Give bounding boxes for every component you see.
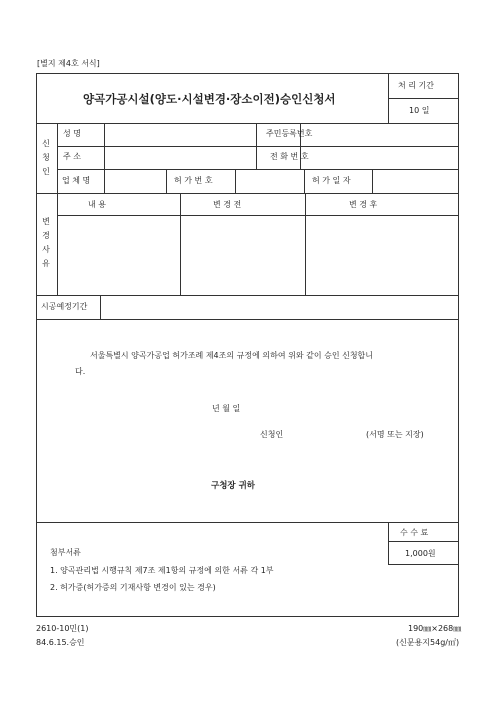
name-label: 성 명 bbox=[63, 129, 81, 138]
phone-label: 전 화 번 호 bbox=[270, 152, 309, 161]
form-label: [별지 제4호 서식] bbox=[37, 59, 100, 68]
address-label: 주 소 bbox=[63, 152, 81, 161]
change-after-field[interactable] bbox=[306, 216, 458, 294]
print-code: 2610-10민(1) bbox=[36, 624, 89, 633]
col-content-header: 내 용 bbox=[88, 200, 106, 209]
application-date: 년 월 일 bbox=[212, 404, 241, 413]
address-field[interactable] bbox=[105, 147, 255, 168]
form-title: 양곡가공시설(양도·시설변경·장소이전)승인신청서 bbox=[83, 92, 336, 106]
processing-period-label: 처 리 기간 bbox=[398, 81, 434, 90]
paper-spec: (신문용지54g/㎡) bbox=[396, 638, 460, 647]
fee-label: 수 수 료 bbox=[400, 528, 429, 537]
phone-field[interactable] bbox=[301, 147, 458, 168]
fee-value: 1,000원 bbox=[405, 549, 436, 558]
recipient: 구청장 귀하 bbox=[211, 481, 256, 491]
statement-text: 서울특별시 양곡가공업 허가조례 제4조의 규정에 의하여 위와 같이 승인 신청합니 bbox=[90, 351, 373, 360]
change-reason-section-label: 변경사유 bbox=[42, 217, 50, 268]
business-name-label: 업 체 명 bbox=[62, 176, 91, 185]
schedule-label: 시공예정기간 bbox=[41, 302, 88, 311]
change-content-field[interactable] bbox=[58, 216, 179, 294]
attachment-item: 1. 양곡관리법 시행규칙 제7조 제1항의 규정에 의한 서류 각 1부 bbox=[50, 566, 274, 575]
signature-note: (서명 또는 지장) bbox=[366, 430, 424, 439]
permit-number-field[interactable] bbox=[236, 170, 303, 192]
applicant-section-label: 신청인 bbox=[42, 139, 50, 176]
permit-number-label: 허 가 번 호 bbox=[174, 176, 213, 185]
applicant-signature-label: 신청인 bbox=[260, 430, 284, 439]
statement-text-end: 다. bbox=[75, 367, 86, 376]
resident-number-label: 주민등록번호 bbox=[266, 129, 313, 138]
col-after-header: 변 경 후 bbox=[349, 200, 378, 209]
attachment-item: 2. 허가증(허가증의 기재사항 변경이 있는 경우) bbox=[50, 583, 216, 592]
processing-period-value: 10 일 bbox=[409, 106, 430, 115]
permit-date-label: 허 가 일 자 bbox=[312, 176, 351, 185]
attachments-title: 첨부서류 bbox=[50, 548, 81, 557]
schedule-field[interactable] bbox=[101, 296, 458, 318]
permit-date-field[interactable] bbox=[373, 170, 458, 192]
paper-size: 190㎜×268㎜ bbox=[408, 624, 462, 633]
business-name-field[interactable] bbox=[105, 170, 165, 192]
approval-note: 84.6.15.승인 bbox=[36, 638, 85, 647]
col-before-header: 변 경 전 bbox=[213, 200, 242, 209]
resident-number-field[interactable] bbox=[301, 124, 458, 145]
change-before-field[interactable] bbox=[181, 216, 304, 294]
name-field[interactable] bbox=[105, 124, 255, 145]
